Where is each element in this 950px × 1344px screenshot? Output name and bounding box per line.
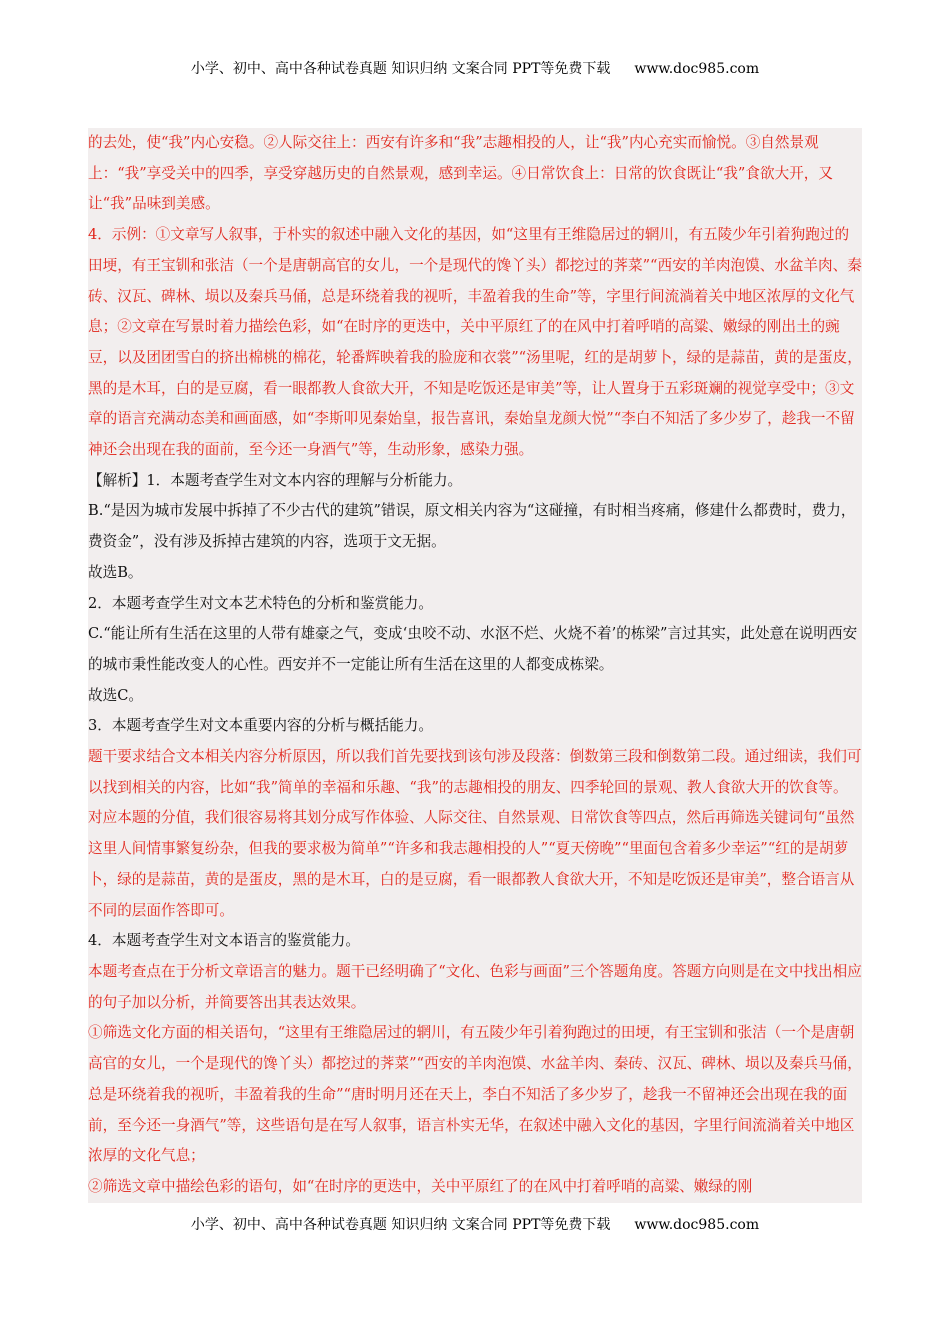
paragraph-answer-3-continued: 的去处，使“我”内心安稳。②人际交往上：西安有许多和“我”志趣相投的人，让“我”内心充实而愉悦。③自然景观上：“我”享受关中的四季，享受穿越历史的自然景观，感到幸运。④日常饮食上：日常的饮食既让“我”食欲大开，又让“我”品味到美感。 (88, 134, 833, 213)
paragraph-analysis-1-body: B.“是因为城市发展中拆掉了不少古代的建筑”错误，原文相关内容为“这碰撞，有时相当疼痛，修建什么都费时，费力，费资金”，没有涉及拆掉古建筑的内容，选项于文无据。 (88, 502, 856, 551)
paragraph-analysis-4-body-1: 本题考查点在于分析文章语言的魅力。题干已经明确了“文化、色彩与画面”三个答题角度。答题方向则是在文中找出相应的句子加以分析，并简要答出其表达效果。 (88, 962, 862, 1011)
paragraph-analysis-2-title: 2．本题考查学生对文本艺术特色的分析和鉴赏能力。 (88, 594, 433, 612)
footer-text: 小学、初中、高中各种试卷真题 知识归纳 文案合同 PPT等免费下载 (190, 1217, 611, 1233)
header-url[interactable]: www.doc985.com (634, 61, 760, 77)
paragraph-analysis-4-body-2: ①筛选文化方面的相关语句，“这里有王维隐居过的辋川，有五陵少年引着狗跑过的田埂，有王宝钏和张洁（一个是唐朝高官的女儿，一个是现代的馋丫头）都挖过的荠菜”“西安的羊肉泡馍、水盆羊肉、秦砖、汉瓦、碑林、埙以及秦兵马俑，总是环绕着我的视听，丰盈着我的生命”“唐时明月还在天上，李白不知活了多少岁了，趁我一不留神还会出现在我的面前，至今还一身酒气”等，这些语句是在写人叙事，语言朴实无华，在叙述中融入文化的基因，字里行间流淌着关中地区浓厚的文化气息； (88, 1024, 862, 1165)
paragraph-analysis-4-body-3: ②筛选文章中描绘色彩的语句，如“在时序的更迭中，关中平原红了的在风中打着呼哨的高粱、嫩绿的刚 (88, 1177, 753, 1195)
page-header (0, 58, 950, 78)
paragraph-analysis-3-title: 3．本题考查学生对文本重要内容的分析与概括能力。 (88, 717, 433, 735)
paragraph-analysis-3-body-2: 对应本题的分值，我们很容易将其划分成写作体验、人际交往、自然景观、日常饮食等四点，然后再筛选关键词句“虽然这里人间情事繁复纷杂，但我的要求极为简单”“许多和我志趣相投的人”“夏天傍晚”“里面包含着多少幸运”“红的是胡萝卜，绿的是蒜苗，黄的是蛋皮，黑的是木耳，白的是豆腐，看一眼都教人食欲大开，不知是吃饭还是审美”，整合语言从不同的层面作答即可。 (88, 809, 855, 919)
paragraph-answer-4: 4．示例：①文章写人叙事，于朴实的叙述中融入文化的基因，如“这里有王维隐居过的辋川，有五陵少年引着狗跑过的田埂，有王宝钏和张洁（一个是唐朝高官的女儿，一个是现代的馋丫头）都挖过的荠菜”“西安的羊肉泡馍、水盆羊肉、秦砖、汉瓦、碑林、埙以及秦兵马俑，总是环绕着我的视听，丰盈着我的生命”等，字里行间流淌着关中地区浓厚的文化气息；②文章在写景时着力描绘色彩，如“在时序的更迭中，关中平原红了的在风中打着呼哨的高粱、嫩绿的刚出土的豌豆，以及团团雪白的挤出棉桃的棉花，轮番辉映着我的脸庞和衣裳”“汤里呢，红的是胡萝卜，绿的是蒜苗，黄的是蛋皮，黑的是木耳，白的是豆腐，看一眼都教人食欲大开，不知是吃饭还是审美”等，让人置身于五彩斑斓的视觉享受中；③文章的语言充满动态美和画面感，如“李斯叩见秦始皇，报告喜讯，秦始皇龙颜大悦”“李白不知活了多少岁了，趁我一不留神还会出现在我的面前，至今还一身酒气”等，生动形象，感染力强。 (88, 226, 862, 459)
paragraph-analysis-1-title: 【解析】1．本题考查学生对文本内容的理解与分析能力。 (88, 471, 463, 489)
paragraph-analysis-2-body: C.“能让所有生活在这里的人带有雄豪之气，变成‘虫咬不动、水沤不烂、火烧不着’的栋梁”言过其实，此处意在说明西安的城市秉性能改变人的心性。西安并不一定能让所有生活在这里的人都变成栋梁。 (88, 625, 858, 673)
paragraph-analysis-2-choice: 故选C。 (88, 686, 143, 704)
footer-url[interactable]: www.doc985.com (634, 1217, 760, 1233)
paragraph-analysis-3-body-1: 题干要求结合文本相关内容分析原因，所以我们首先要找到该句涉及段落：倒数第三段和倒数第二段。通过细读，我们可以找到相关的内容，比如“我”简单的幸福和乐趣、“我”的志趣相投的朋友、四季轮回的景观、教人食欲大开的饮食等。 (88, 748, 862, 796)
page-footer (0, 1214, 950, 1234)
header-text: 小学、初中、高中各种试卷真题 知识归纳 文案合同 PPT等免费下载 (190, 61, 611, 77)
answer-content (88, 128, 862, 1203)
paragraph-analysis-4-title: 4．本题考查学生对文本语言的鉴赏能力。 (88, 932, 360, 950)
paragraph-analysis-1-choice: 故选B。 (88, 563, 143, 581)
